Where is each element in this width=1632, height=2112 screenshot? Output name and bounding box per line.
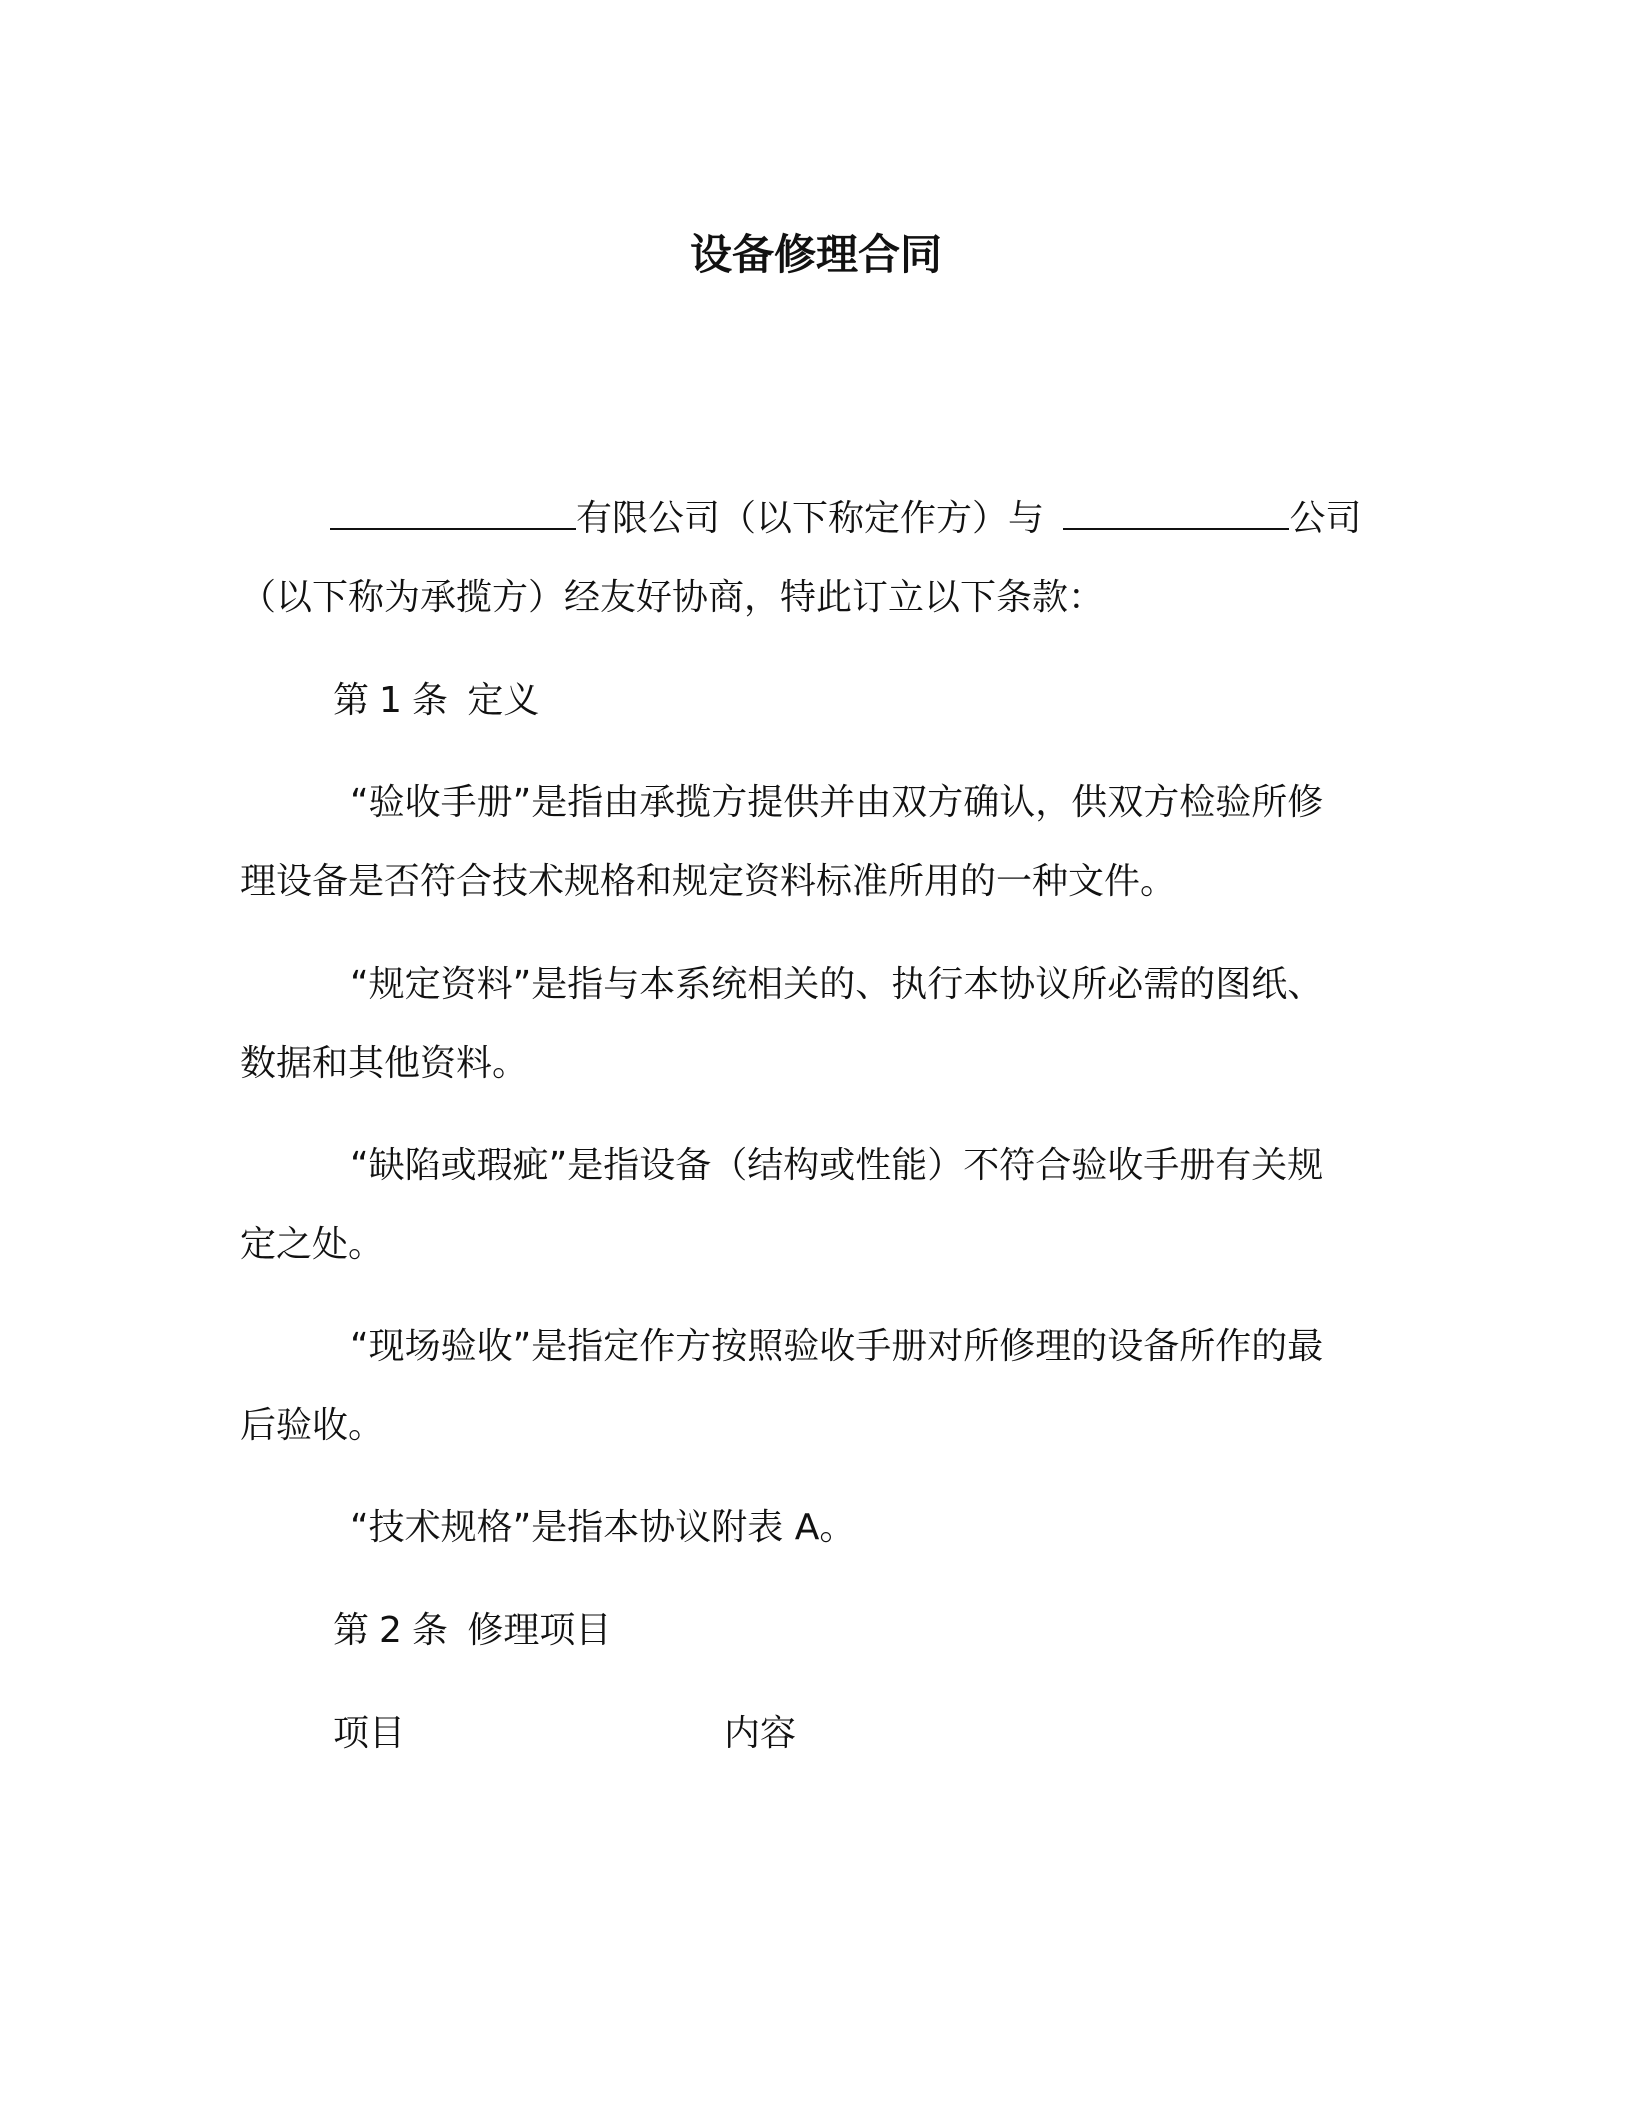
article-1-suffix: 条	[411, 680, 448, 721]
article-1-number: 1	[379, 680, 402, 721]
definition-2-line-1: “规定资料”是指与本系统相关的、执行本协议所必需的图纸、	[350, 964, 1324, 1005]
party-a-blank	[330, 498, 576, 530]
article-2-heading	[333, 1607, 611, 1655]
definition-4-line-1: “现场验收”是指定作方按照验收手册对所修理的设备所作的最	[350, 1326, 1324, 1367]
definition-3-line-2: 定之处。	[240, 1224, 385, 1265]
definition-1-line-1: “验收手册”是指由承揽方提供并由双方确认，供双方检验所修	[350, 782, 1324, 823]
intro-line-2: （以下称为承揽方）经友好协商，特此订立以下条款：	[240, 577, 1105, 618]
definition-5-line-1: “技术规格”是指本协议附表 A。	[350, 1507, 856, 1548]
table-header-item: 项目	[333, 1713, 406, 1754]
definition-1-line-2: 理设备是否符合技术规格和规定资料标准所用的一种文件。	[240, 861, 1177, 902]
article-1-title: 定义	[467, 680, 540, 721]
article-2-title: 修理项目	[467, 1610, 612, 1651]
table-header-content: 内容	[724, 1713, 797, 1754]
document-title: 设备修理合同	[689, 230, 942, 279]
party-a-suffix: 有限公司（以下称定作方）与	[576, 498, 1045, 539]
article-2-prefix: 第	[333, 1610, 370, 1651]
party-b-suffix: 公司	[1289, 498, 1362, 539]
intro-line-1	[330, 495, 1361, 543]
article-2-number: 2	[379, 1610, 402, 1651]
article-1-heading	[333, 677, 539, 725]
definition-4-line-2: 后验收。	[240, 1405, 385, 1446]
party-b-blank	[1063, 498, 1289, 530]
definition-2-line-2: 数据和其他资料。	[240, 1043, 529, 1084]
definition-3-line-1: “缺陷或瑕疵”是指设备（结构或性能）不符合验收手册有关规	[350, 1145, 1324, 1186]
article-1-prefix: 第	[333, 680, 370, 721]
article-2-suffix: 条	[411, 1610, 448, 1651]
